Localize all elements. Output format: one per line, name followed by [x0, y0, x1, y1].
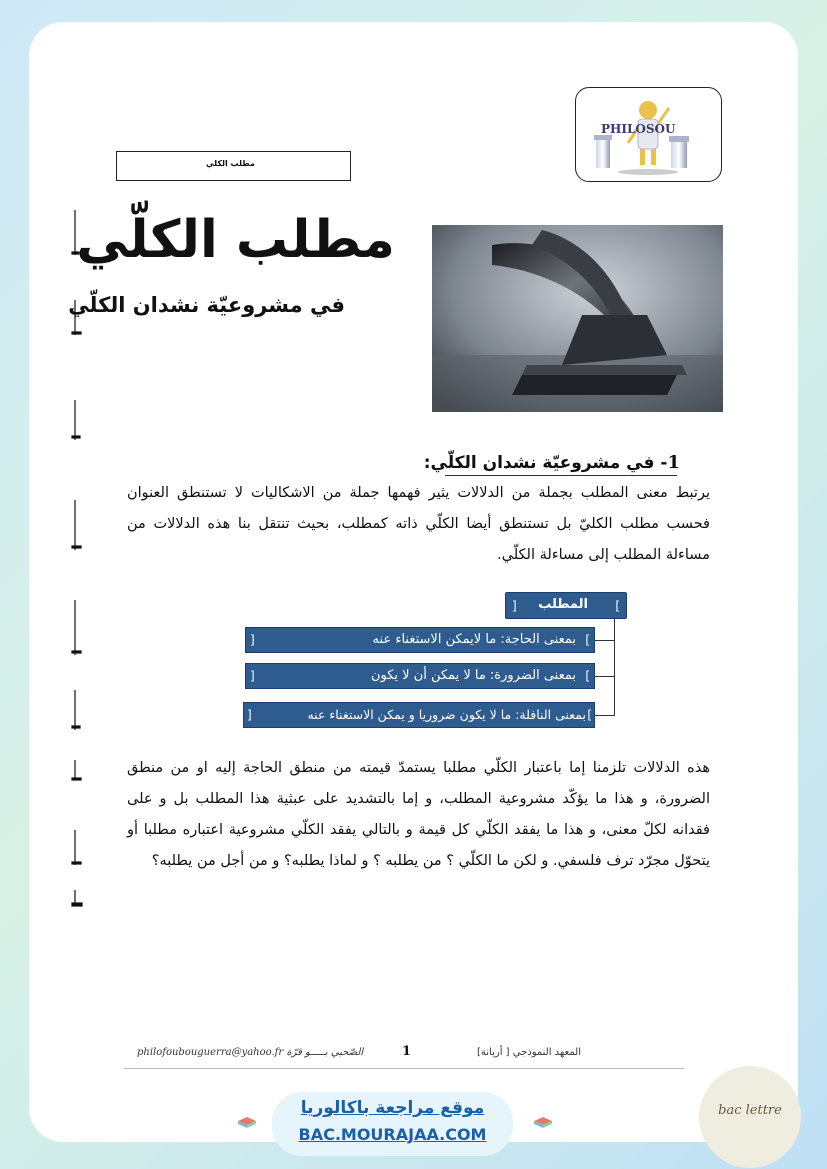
author-name: الصّحبي بـــــو قرّة [286, 1047, 364, 1058]
section-heading-text: - في مشروعيّة نشدان الكلّي: [423, 453, 668, 473]
title-label-box [116, 151, 351, 181]
footer-divider [124, 1068, 684, 1069]
site-badge-left [229, 1101, 265, 1137]
diagram-connector-2 [595, 676, 615, 677]
paragraph-intro: يرتبط معنى المطلب بجملة من الدلالات يثير فهمها جملة من الاشكاليات لا تستنطق العنوان فحسب مطلب الكليّ بل تستنطق أيضا الكلّي ذاته كمطلب، بحيث تنتقل بنا هذه الدلالات من مساءلة المطلب إلى مساءلة الكلّي. [127, 485, 710, 563]
diagram-child-text: بمعنى الضرورة: ما لا يمكن أن لا يكون [370, 668, 576, 683]
diagram-connector-1 [595, 640, 615, 641]
bracket-open: ] [587, 708, 592, 722]
diagram-connector-vertical [614, 619, 615, 716]
label-box-text: مطلب الكلي [205, 159, 255, 168]
diagram-child-necessity [245, 663, 595, 689]
page-number: 1 [402, 1044, 412, 1059]
footer-author [137, 1047, 363, 1058]
page-title: مطلب الكلّي [76, 210, 395, 270]
book-icon [229, 1101, 265, 1137]
section-heading [424, 452, 680, 473]
diagram-child-text: بمعنى الحاجة: ما لايمكن الاستغناء عنه [372, 632, 576, 647]
svg-text:PHILOSOU: PHILOSOU [601, 122, 676, 136]
diagram-child-supererogatory [243, 702, 595, 728]
angel-statue-image [432, 225, 723, 412]
footer-institute: المعهد النموذجي [ أريانة] [477, 1047, 581, 1058]
section-heading-underline [445, 475, 677, 476]
banner-arabic-link[interactable]: موقع مراجعة باكالوريا [300, 1098, 485, 1118]
philosopher-statue-icon [576, 88, 721, 181]
diagram-connector-3 [595, 715, 615, 716]
document-page [29, 22, 798, 1142]
page-subtitle: في مشروعيّة نشدان الكلّي [68, 293, 345, 317]
bracket-open: ] [615, 598, 620, 613]
diagram-child-text: بمعنى النافلة: ما لا يكون ضروريا و يمكن الاستغناء عنه [307, 707, 586, 722]
bracket-open: ] [585, 633, 590, 647]
bracket-close: [ [250, 633, 255, 647]
bac-lettre-watermark [699, 1066, 801, 1168]
site-banner[interactable] [272, 1092, 513, 1156]
bracket-close: [ [247, 708, 252, 722]
watermark-text: bac lettre [718, 1103, 782, 1118]
diagram-root-box [505, 592, 627, 619]
section-number: 1 [667, 452, 680, 473]
site-badge-right [525, 1101, 561, 1137]
bracket-close: [ [512, 598, 517, 613]
book-icon [525, 1101, 561, 1137]
banner-domain-link[interactable]: BAC.MOURAJAA.COM [298, 1125, 487, 1144]
bracket-close: [ [250, 669, 255, 683]
paragraph-analysis: هذه الدلالات تلزمنا إما باعتبار الكلّي مطلبا يستمدّ قيمته من منطق الحاجة إليه او من منطق الضرورة، و هذا ما يؤكّد مشروعية المطلب، و إما بالتشديد على عبثية هذا المطلب بل و على فقدانه لكلّ معنى، و هذا ما يفقد الكلّي كل قيمة و بالتالي يفقد الكلّي مشروعية اعتباره مطلبا أو يتحوّل مجرّد ترف فلسفي. و لكن ما الكلّي ؟ من يطلبه ؟ و لماذا يطلبه؟ و من أجل من يطلبه؟ [127, 760, 710, 869]
diagram-child-need [245, 627, 595, 653]
philosophy-logo [575, 87, 722, 182]
bracket-open: ] [585, 669, 590, 683]
author-email: philofoubouguerra@yahoo.fr [137, 1047, 284, 1058]
diagram-root-text: المطلب [538, 597, 588, 612]
